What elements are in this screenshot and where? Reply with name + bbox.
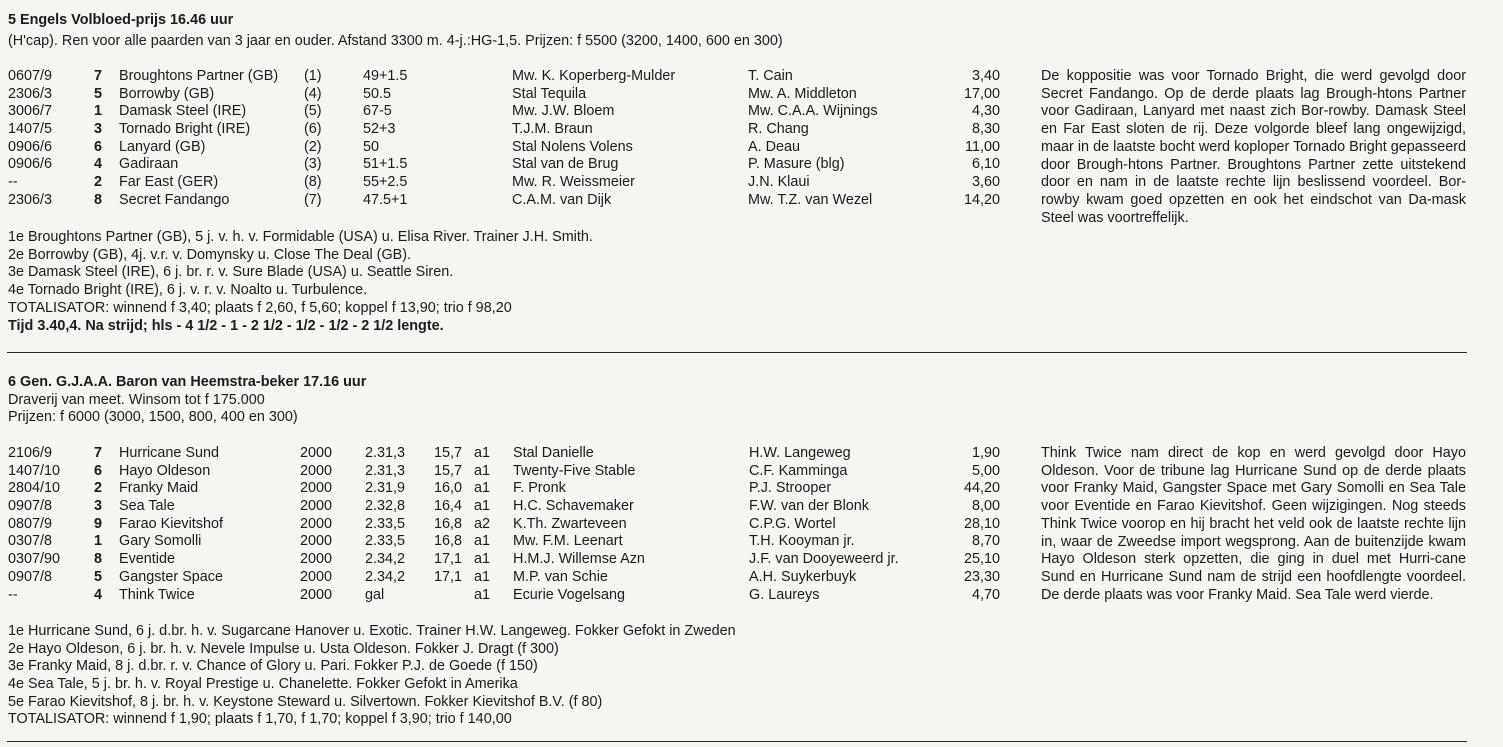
number-cell: 2 <box>94 174 103 191</box>
result-line: 1e Hurricane Sund, 6 j. d.br. h. v. Sugarcane Hanover u. Exotic. Trainer H.W. Langeweg. Fokker Gefokt in Zweden <box>8 623 736 639</box>
weight-cell: 50.5 <box>363 85 392 102</box>
jockey-cell: A. Deau <box>748 138 800 155</box>
number-cell: 3 <box>94 498 103 515</box>
distance-cell: 2000 <box>300 551 333 568</box>
form-cell: 2306/3 <box>8 85 53 102</box>
form-cell: 0807/9 <box>8 515 53 532</box>
horse-cell: Franky Maid <box>119 480 199 497</box>
time-cell: 2.34,2 <box>365 568 406 585</box>
section-divider <box>7 352 1467 353</box>
number-cell: 2 <box>94 480 103 497</box>
time-cell: 2.31,3 <box>365 445 406 461</box>
distance-cell: 2000 <box>300 586 333 603</box>
km-time-cell: 16,0 <box>434 480 463 497</box>
number-cell: 9 <box>94 515 103 532</box>
owner-cell: H.C. Schavemaker <box>513 498 634 515</box>
number-cell: 8 <box>94 551 103 568</box>
start-cell: a1 <box>474 480 491 497</box>
number-cell: 1 <box>94 533 103 550</box>
horse-cell: Tornado Bright (IRE) <box>119 121 251 138</box>
bottom-divider <box>7 741 1467 742</box>
horse-cell: Farao Kievitshof <box>119 515 223 532</box>
race6-subtitle-2: Prijzen: f 6000 (3000, 1500, 800, 400 en 300) <box>8 409 298 425</box>
horse-cell: Gary Somolli <box>119 533 202 550</box>
form-cell: -- <box>8 586 18 603</box>
time-cell: 2.34,2 <box>365 551 406 568</box>
number-cell: 6 <box>94 462 103 479</box>
draw-cell: (4) <box>304 85 322 102</box>
jockey-cell: Mw. T.Z. van Wezel <box>748 191 873 208</box>
odds-cell: 8,00 <box>971 498 1000 515</box>
horse-cell: Lanyard (GB) <box>119 138 206 155</box>
number-cell: 1 <box>94 103 103 120</box>
jockey-cell: T. Cain <box>748 68 793 84</box>
number-cell: 3 <box>94 121 103 138</box>
odds-cell: 3,60 <box>971 174 1000 191</box>
odds-cell: 1,90 <box>971 445 1000 461</box>
odds-cell: 23,30 <box>963 568 1000 585</box>
result-line: 5e Farao Kievitshof, 8 j. br. h. v. Keystone Steward u. Silvertown. Fokker Kievitshof B.V. (f 80) <box>8 693 603 710</box>
km-time-cell: 17,1 <box>434 568 463 585</box>
form-cell: 0907/8 <box>8 498 53 515</box>
form-cell: 0307/90 <box>8 551 61 568</box>
form-cell: 0906/6 <box>8 138 53 155</box>
result-line: TOTALISATOR: winnend f 3,40; plaats f 2,60, f 5,60; koppel f 13,90; trio f 98,20 <box>8 299 512 316</box>
distance-cell: 2000 <box>300 480 333 497</box>
race5-time: Tijd 3.40,4. Na strijd; hls - 4 1/2 - 1 - 2 1/2 - 1/2 - 1/2 - 2 1/2 lengte. <box>8 318 444 334</box>
weight-cell: 55+2.5 <box>363 174 408 191</box>
odds-cell: 14,20 <box>963 191 1000 208</box>
owner-cell: Stal Nolens Volens <box>512 138 633 155</box>
owner-cell: Stal van de Brug <box>512 156 619 173</box>
owner-cell: Ecurie Vogelsang <box>513 586 626 603</box>
start-cell: a1 <box>474 533 491 550</box>
driver-cell: F.W. van der Blonk <box>749 498 869 515</box>
odds-cell: 11,00 <box>965 138 1000 155</box>
number-cell: 4 <box>94 586 103 603</box>
number-cell: 5 <box>94 568 103 585</box>
weight-cell: 49+1.5 <box>363 68 408 84</box>
owner-cell: T.J.M. Braun <box>512 121 593 138</box>
distance-cell: 2000 <box>300 533 333 550</box>
race5-results <box>8 229 593 317</box>
horse-cell: Hayo Oldeson <box>119 462 211 479</box>
driver-cell: G. Laureys <box>749 586 820 603</box>
driver-cell: C.F. Kamminga <box>749 462 848 479</box>
jockey-cell: J.N. Klaui <box>748 174 810 191</box>
start-cell: a1 <box>474 462 491 479</box>
owner-cell: C.A.M. van Dijk <box>512 191 612 208</box>
form-cell: 2804/10 <box>8 480 61 497</box>
result-line: 1e Broughtons Partner (GB), 5 j. v. h. v. Formidable (USA) u. Elisa River. Trainer J.H. Smith. <box>8 229 593 245</box>
race6-title: 6 Gen. G.J.A.A. Baron van Heemstra-beker 17.16 uur <box>8 374 367 390</box>
weight-cell: 51+1.5 <box>363 156 408 173</box>
time-cell: 2.31,3 <box>365 462 406 479</box>
owner-cell: F. Pronk <box>513 480 566 497</box>
odds-cell: 28,10 <box>963 515 1000 532</box>
draw-cell: (7) <box>304 191 322 208</box>
jockey-cell: Mw. C.A.A. Wijnings <box>748 103 878 120</box>
number-cell: 5 <box>94 85 103 102</box>
horse-cell: Eventide <box>119 551 176 568</box>
km-time-cell: 16,8 <box>434 533 463 550</box>
odds-cell: 3,40 <box>971 68 1000 84</box>
result-line: 2e Borrowby (GB), 4j. v.r. v. Domynsky u. Close The Deal (GB). <box>8 246 412 263</box>
start-cell: a1 <box>474 498 491 515</box>
distance-cell: 2000 <box>300 568 333 585</box>
result-line: 4e Tornado Bright (IRE), 6 j. v. r. v. Noalto u. Turbulence. <box>8 282 368 299</box>
odds-cell: 25,10 <box>963 551 1000 568</box>
time-cell: 2.33,5 <box>365 515 406 532</box>
form-cell: 0307/8 <box>8 533 53 550</box>
odds-cell: 17,00 <box>963 85 1000 102</box>
race6-results <box>8 623 736 729</box>
distance-cell: 2000 <box>300 498 333 515</box>
number-cell: 8 <box>94 191 103 208</box>
odds-cell: 8,30 <box>971 121 1000 138</box>
jockey-cell: R. Chang <box>748 121 809 138</box>
horse-cell: Broughtons Partner (GB) <box>119 68 279 84</box>
owner-cell: Stal Danielle <box>513 445 594 461</box>
result-line: 3e Damask Steel (IRE), 6 j. br. r. v. Sure Blade (USA) u. Seattle Siren. <box>8 264 454 281</box>
form-cell: 1407/5 <box>8 121 53 138</box>
distance-cell: 2000 <box>300 445 333 461</box>
odds-cell: 44,20 <box>963 480 1000 497</box>
form-cell: 2106/9 <box>8 445 53 461</box>
time-cell: gal <box>365 586 385 603</box>
weight-cell: 52+3 <box>363 121 396 138</box>
driver-cell: P.J. Strooper <box>749 480 832 497</box>
horse-cell: Hurricane Sund <box>119 445 219 461</box>
start-cell: a2 <box>474 515 491 532</box>
time-cell: 2.32,8 <box>365 498 406 515</box>
km-time-cell: 16,8 <box>434 515 463 532</box>
result-line: TOTALISATOR: winnend f 1,90; plaats f 1,70, f 1,70; koppel f 3,90; trio f 140,00 <box>8 711 512 728</box>
race5-commentary: De koppositie was voor Tornado Bright, die werd gevolgd door Secret Fandango. Op de derde plaats lag Brough-htons Partner voor Gadiraan, Lanyard met naast zich Bor-rowby. Damask Steel en Far East sloten de rij. Deze volgorde bleef lang ongewijzigd, maar in de laatste bocht werd koploper Tornado Bright gepasseerd door Brough-htons Partner. Broughtons Partner zette uitstekend door en nam in de laatste rechte lijn beslissend voordeel. Bor-rowby kwam goed opzetten en ook het eindschot van Da-mask Steel was voortreffelijk. <box>1041 68 1466 226</box>
horse-cell: Sea Tale <box>119 498 175 515</box>
draw-cell: (6) <box>304 121 322 138</box>
km-time-cell: 15,7 <box>434 462 463 479</box>
form-cell: 3006/7 <box>8 103 53 120</box>
form-cell: -- <box>8 174 18 191</box>
number-cell: 6 <box>94 138 103 155</box>
owner-cell: Mw. J.W. Bloem <box>512 103 615 120</box>
driver-cell: T.H. Kooyman jr. <box>749 533 855 550</box>
driver-cell: J.F. van Dooyeweerd jr. <box>749 551 899 568</box>
time-cell: 2.33,5 <box>365 533 406 550</box>
driver-cell: C.P.G. Wortel <box>749 515 836 532</box>
result-line: 3e Franky Maid, 8 j. d.br. r. v. Chance of Glory u. Pari. Fokker P.J. de Goede (f 150) <box>8 658 538 675</box>
number-cell: 4 <box>94 156 103 173</box>
horse-cell: Think Twice <box>119 586 195 603</box>
jockey-cell: P. Masure (blg) <box>748 156 845 173</box>
form-cell: 2306/3 <box>8 191 53 208</box>
owner-cell: M.P. van Schie <box>513 568 608 585</box>
km-time-cell: 17,1 <box>434 551 463 568</box>
owner-cell: Stal Tequila <box>512 85 587 102</box>
race5-title: 5 Engels Volbloed-prijs 16.46 uur <box>8 12 234 28</box>
form-cell: 0607/9 <box>8 68 53 84</box>
weight-cell: 67-5 <box>363 103 392 120</box>
draw-cell: (2) <box>304 138 322 155</box>
owner-cell: Mw. R. Weissmeier <box>512 174 635 191</box>
odds-cell: 8,70 <box>971 533 1000 550</box>
result-line: 2e Hayo Oldeson, 6 j. br. h. v. Nevele Impulse u. Usta Oldeson. Fokker J. Dragt (f 300) <box>8 640 559 657</box>
form-cell: 0907/8 <box>8 568 53 585</box>
form-cell: 1407/10 <box>8 462 61 479</box>
start-cell: a1 <box>474 586 491 603</box>
km-time-cell: 15,7 <box>434 445 463 461</box>
start-cell: a1 <box>474 445 491 461</box>
driver-cell: H.W. Langeweg <box>749 445 851 461</box>
owner-cell: H.M.J. Willemse Azn <box>513 551 645 568</box>
distance-cell: 2000 <box>300 462 333 479</box>
horse-cell: Damask Steel (IRE) <box>119 103 247 120</box>
distance-cell: 2000 <box>300 515 333 532</box>
race6-subtitle-1: Draverij van meet. Winsom tot f 175.000 <box>8 392 265 408</box>
jockey-cell: Mw. A. Middleton <box>748 85 857 102</box>
owner-cell: Mw. F.M. Leenart <box>513 533 623 550</box>
owner-cell: Mw. K. Koperberg-Mulder <box>512 68 676 84</box>
owner-cell: K.Th. Zwarteveen <box>513 515 627 532</box>
km-time-cell: 16,4 <box>434 498 463 515</box>
horse-cell: Borrowby (GB) <box>119 85 215 102</box>
horse-cell: Secret Fandango <box>119 191 230 208</box>
odds-cell: 4,70 <box>971 586 1000 603</box>
number-cell: 7 <box>94 68 103 84</box>
number-cell: 7 <box>94 445 103 461</box>
start-cell: a1 <box>474 568 491 585</box>
race5-subtitle: (H'cap). Ren voor alle paarden van 3 jaar en ouder. Afstand 3300 m. 4-j.:HG-1,5. Prijzen: f 5500 (3200, 1400, 600 en 300) <box>8 33 783 49</box>
weight-cell: 50 <box>363 138 380 155</box>
odds-cell: 5,00 <box>971 462 1000 479</box>
result-line: 4e Sea Tale, 5 j. br. h. v. Royal Prestige u. Chanelette. Fokker Gefokt in Amerika <box>8 676 518 693</box>
horse-cell: Gadiraan <box>119 156 179 173</box>
weight-cell: 47.5+1 <box>363 191 408 208</box>
horse-cell: Far East (GER) <box>119 174 219 191</box>
owner-cell: Twenty-Five Stable <box>513 462 636 479</box>
draw-cell: (3) <box>304 156 322 173</box>
form-cell: 0906/6 <box>8 156 53 173</box>
draw-cell: (1) <box>304 68 322 84</box>
start-cell: a1 <box>474 551 491 568</box>
draw-cell: (5) <box>304 103 322 120</box>
time-cell: 2.31,9 <box>365 480 406 497</box>
driver-cell: A.H. Suykerbuyk <box>749 568 857 585</box>
odds-cell: 6,10 <box>971 156 1000 173</box>
odds-cell: 4,30 <box>971 103 1000 120</box>
horse-cell: Gangster Space <box>119 568 223 585</box>
draw-cell: (8) <box>304 174 322 191</box>
race6-commentary: Think Twice nam direct de kop en werd gevolgd door Hayo Oldeson. Voor de tribune lag Hurricane Sund op de derde plaats voor Franky Maid, Gangster Space met Gary Somolli en Sea Tale voor Eventide en Farao Kievitshof. Geen wijzigingen. Nog steeds Think Twice voorop en hij bracht het veld ook de laatste rechte lijn in, waar de Zweedse import wegsprong. Aan de buitenzijde kwam Hayo Oldeson sterk opzetten, die ging in duel met Hurri-cane Sund en Hurricane Sund nam de strijd een hoofdlengte voordeel. De derde plaats was voor Franky Maid. Sea Tale werd vierde. <box>1041 445 1466 603</box>
